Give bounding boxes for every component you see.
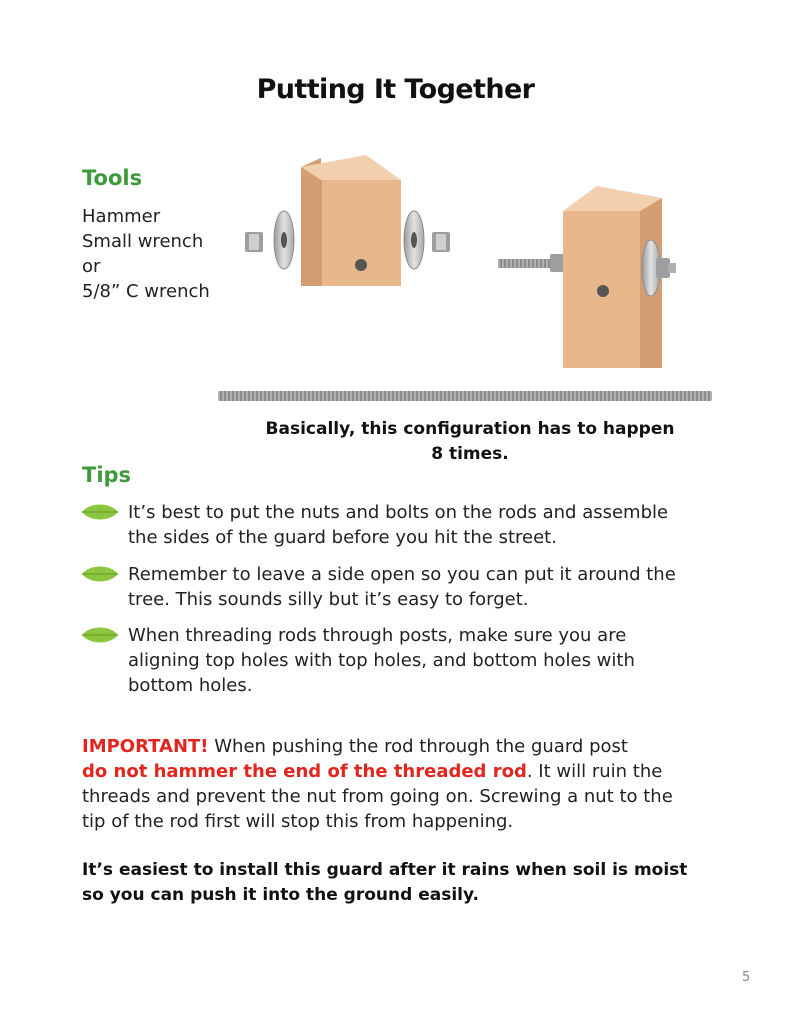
tool-item: Small wrench (82, 231, 204, 252)
tip-line: It’s best to put the nuts and bolts on the rods and assemble (128, 502, 669, 523)
tip-item (128, 623, 728, 698)
important-label: IMPORTANT! (82, 736, 209, 757)
tip-line: Remember to leave a side open so you can put it around the (128, 564, 676, 585)
important-notice (82, 734, 722, 834)
tool-item: or (82, 256, 101, 277)
tip-line: aligning top holes with top holes, and bottom holes with (128, 650, 635, 671)
important-line (82, 734, 722, 759)
tip-line: tree. This sounds silly but it’s easy to forget. (128, 589, 529, 610)
leaf-bullet-icon (80, 564, 120, 584)
important-text: When pushing the rod through the guard post (208, 736, 628, 757)
tools-heading: Tools (82, 166, 143, 190)
leaf-bullet-icon (80, 625, 120, 645)
page-number: 5 (742, 970, 751, 985)
nut-right-icon (432, 232, 450, 252)
tips-heading: Tips (82, 463, 132, 487)
tool-item: Hammer (82, 206, 161, 227)
page-title: Putting It Together (256, 74, 535, 105)
threaded-rod-icon (218, 391, 712, 401)
caption-line: 8 times. (431, 444, 509, 464)
important-emphasis: do not hammer the end of the threaded rod (82, 761, 527, 782)
important-line: tip of the rod first will stop this from happening. (82, 811, 514, 832)
washer-left-icon (274, 211, 294, 269)
important-line: threads and prevent the nut from going on. Screwing a nut to the (82, 786, 673, 807)
tip-line: When threading rods through posts, make sure you are (128, 625, 627, 646)
washer-right-icon (404, 211, 424, 269)
illustration-caption (230, 417, 710, 467)
tool-item: 5/8” C wrench (82, 281, 210, 302)
tip-item (128, 500, 728, 550)
final-note-line: It’s easiest to install this guard after it rains when soil is moist (82, 860, 688, 880)
nut-left-icon (245, 232, 263, 252)
post-exploded-icon (301, 155, 401, 286)
caption-line: Basically, this configuration has to happen (265, 419, 675, 439)
final-note-line: so you can push it into the ground easily. (82, 885, 479, 905)
important-text: . It will ruin the (526, 761, 663, 782)
tip-line: the sides of the guard before you hit the street. (128, 527, 557, 548)
leaf-bullet-icon (80, 502, 120, 522)
final-note (82, 858, 722, 908)
assembly-illustration (0, 0, 791, 420)
tip-line: bottom holes. (128, 675, 253, 696)
tip-item (128, 562, 728, 612)
important-line (82, 759, 722, 784)
rod-end-icon (498, 254, 564, 272)
